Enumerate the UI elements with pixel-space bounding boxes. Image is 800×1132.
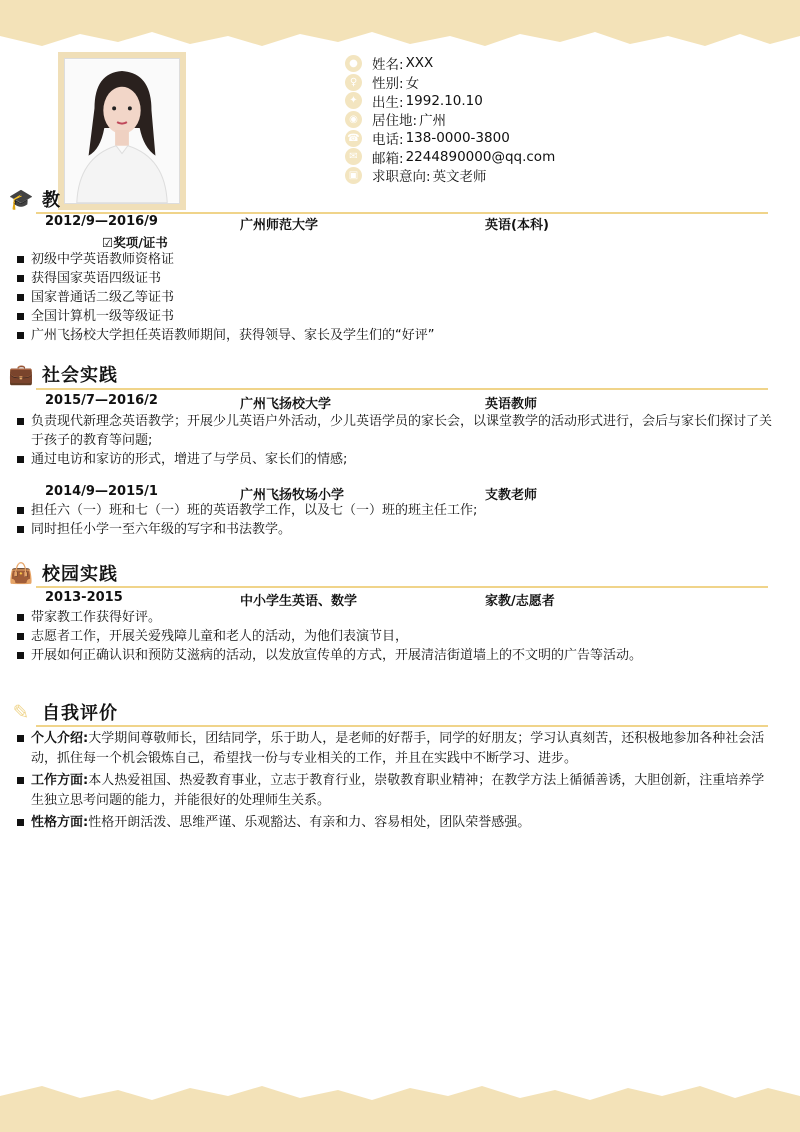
social-row-1: 2015/7—2016/2 广州飞扬校大学 英语教师 [45, 393, 538, 412]
awards-list [16, 250, 772, 345]
list-item: 同时担任小学一至六年级的写字和书法教学。 [16, 520, 772, 539]
phone-icon: ☎ [345, 130, 362, 147]
list-item: 广州飞扬校大学担任英语教师期间，获得领导、家长及学生们的“好评” [16, 326, 772, 345]
location-icon: ◉ [345, 111, 362, 128]
self-list [16, 729, 772, 833]
pencil-note-icon: ✎ [12, 700, 30, 724]
info-row-name: ● 姓名: XXX [345, 54, 555, 73]
list-item: 工作方面:本人热爱祖国、热爱教育事业，立志于教育行业，崇敬教育职业精神；在教学方法上循循善诱，大胆创新，注重培养学生独立思考问题的能力，并能很好的处理师生关系。 [16, 771, 772, 810]
social-list-1 [16, 412, 772, 469]
list-item: 初级中学英语教师资格证 [16, 250, 772, 269]
list-item: 担任六（一）班和七（一）班的英语教学工作，以及七（一）班的班主任工作; [16, 501, 772, 520]
list-item: 全国计算机一级等级证书 [16, 307, 772, 326]
birthday-icon: ✦ [345, 92, 362, 109]
self-heading: ✎ 自我评价 [8, 699, 118, 725]
list-item: 志愿者工作，开展关爱残障儿童和老人的活动，为他们表演节目， [16, 627, 772, 646]
info-row-gender: ♀ 性别: 女 [345, 73, 555, 92]
campus-rule [36, 586, 768, 588]
campus-heading: 👜 校园实践 [8, 561, 118, 585]
profile-info [345, 54, 555, 185]
list-item: 性格方面:性格开朗活泼、思维严谨、乐观豁达、有亲和力、容易相处，团队荣誉感强。 [16, 813, 772, 833]
info-row-birth: ✦ 出生: 1992.10.10 [345, 91, 555, 110]
list-item: 获得国家英语四级证书 [16, 269, 772, 288]
education-row: 2012/9—2016/9 广州师范大学 英语(本科) [45, 214, 549, 233]
campus-list [16, 608, 772, 665]
social-heading: 💼 社会实践 [8, 362, 118, 386]
gender-icon: ♀ [345, 74, 362, 91]
portrait-image [65, 59, 179, 203]
campus-row: 2013-2015 中小学生英语、数学 家教/志愿者 [45, 590, 555, 609]
list-item: 开展如何正确认识和预防艾滋病的活动，以发放宣传单的方式，开展清洁街道墙上的不文明的广告等活动。 [16, 646, 772, 665]
list-item: 通过电访和家访的形式，增进了与学员、家长们的情感; [16, 450, 772, 469]
info-row-residence: ◉ 居住地: 广州 [345, 110, 555, 129]
job-icon: ▣ [345, 167, 362, 184]
bottom-decor-band [0, 1084, 800, 1132]
info-row-objective: ▣ 求职意向: 英文老师 [345, 166, 555, 185]
education-heading [8, 186, 61, 212]
social-rule [36, 388, 768, 390]
self-rule [36, 725, 768, 727]
mail-icon: ✉ [345, 148, 362, 165]
info-row-phone: ☎ 电话: 138-0000-3800 [345, 129, 555, 148]
social-list-2 [16, 501, 772, 539]
social-row-2: 2014/9—2015/1 广州飞扬牧场小学 支教老师 [45, 484, 538, 503]
bag-icon: 👜 [8, 561, 34, 585]
info-row-email: ✉ 邮箱: 2244890000@qq.com [345, 147, 555, 166]
list-item: 负责现代新理念英语教学；开展少儿英语户外活动，少儿英语学员的家长会，以课堂教学的活动形式进行，会后与家长们探讨了关于孩子的教育等问题; [16, 412, 772, 450]
education-title: 教 [42, 190, 61, 211]
list-item: 带家教工作获得好评。 [16, 608, 772, 627]
top-decor-band [0, 0, 800, 48]
awards-subheading: ☑奖项/证书 [102, 235, 168, 250]
list-item: 个人介绍:大学期间尊敬师长，团结同学，乐于助人，是老师的好帮手，同学的好朋友；学习认真刻苦，还积极地参加各种社会活动，抓住每一个机会锻炼自己，希望找一份与专业相关的工作，并且在实践中不断学习、进步。 [16, 729, 772, 768]
list-item: 国家普通话二级乙等证书 [16, 288, 772, 307]
briefcase-icon: 💼 [8, 362, 34, 386]
graduation-cap-icon: 🎓 [8, 187, 34, 211]
profile-photo [58, 52, 186, 210]
person-icon: ● [345, 55, 362, 72]
